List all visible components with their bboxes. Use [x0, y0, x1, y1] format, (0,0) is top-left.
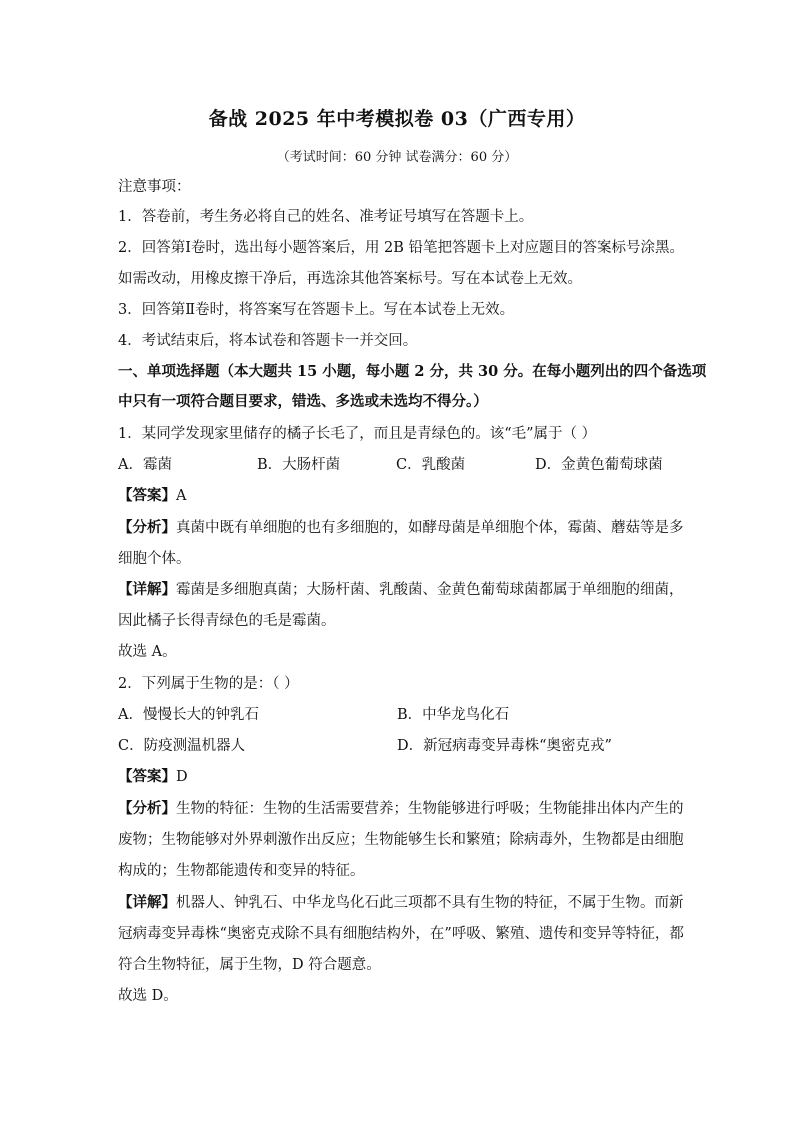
section-heading — [118, 362, 706, 382]
question-1-option-b: B．大肠杆菌 — [257, 457, 341, 473]
question-1-detail-cont: 因此橘子长得青绿色的毛是霉菌。 — [118, 613, 336, 629]
section-heading-lead: 一、单项选择题 — [118, 363, 220, 380]
answer-value: A — [176, 488, 187, 504]
question-2-detail-cont: 符合生物特征，属于生物，D 符合题意。 — [118, 957, 381, 973]
question-1-option-d: D．金黄色葡萄球菌 — [535, 457, 663, 473]
question-2-answer — [118, 767, 188, 787]
section-heading-rest: （本大题共 15 小题，每小题 2 分，共 30 分。在每小题列出的四个备选项 — [219, 363, 707, 380]
note-item: 2．回答第Ⅰ卷时，选出每小题答案后，用 2B 铅笔把答题卡上对应题目的答案标号涂黑。 — [118, 240, 685, 256]
question-2-analysis-cont: 废物；生物能够对外界刺激作出反应；生物能够生长和繁殖；除病毒外，生物都是由细胞 — [118, 832, 684, 848]
detail-text: 机器人、钟乳石、中华龙鸟化石此三项都不具有生物的特征，不属于生物。而新 — [176, 895, 684, 911]
answer-value: D — [176, 769, 188, 785]
page-title: 备战 2025 年中考模拟卷 03（广西专用） — [208, 108, 586, 130]
answer-tag: 【答案】 — [118, 487, 176, 504]
detail-tag: 【详解】 — [118, 581, 176, 598]
notes-heading: 注意事项： — [118, 179, 191, 195]
question-2-option-c: C．防疫测温机器人 — [118, 738, 246, 754]
question-1-analysis — [118, 518, 684, 538]
question-1-detail — [118, 580, 684, 600]
question-2-option-b: B．中华龙鸟化石 — [397, 707, 510, 723]
note-item: 3．回答第Ⅱ卷时，将答案写在答题卡上。写在本试卷上无效。 — [118, 302, 515, 318]
question-2-detail-cont: 冠病毒变异毒株“奥密克戎除不具有细胞结构外，在”呼吸、繁殖、遗传和变异等特征，都 — [118, 926, 684, 942]
note-item: 1．答卷前，考生务必将自己的姓名、准考证号填写在答题卡上。 — [118, 209, 534, 225]
question-1-option-a: A．霉菌 — [118, 457, 172, 473]
question-1-conclusion: 故选 A。 — [118, 644, 177, 660]
question-1-answer — [118, 486, 186, 506]
question-2-analysis — [118, 799, 684, 819]
question-2-conclusion: 故选 D。 — [118, 988, 178, 1004]
detail-tag: 【详解】 — [118, 894, 176, 911]
question-1-analysis-cont: 细胞个体。 — [118, 551, 191, 567]
section-instructions: 中只有一项符合题目要求，错选、多选或未选均不得分。） — [118, 393, 488, 410]
question-2-stem: 2．下列属于生物的是：（ ） — [118, 676, 299, 692]
question-2-option-d: D．新冠病毒变异毒株“奥密克戎” — [397, 738, 612, 754]
analysis-tag: 【分析】 — [118, 800, 176, 817]
question-1-stem: 1．某同学发现家里储存的橘子长毛了，而且是青绿色的。该“毛”属于（ ） — [118, 426, 597, 442]
exam-info: （考试时间：60 分钟 试卷满分：60 分） — [276, 150, 518, 165]
question-2-analysis-cont: 构成的；生物都能遗传和变异的特征。 — [118, 863, 365, 879]
note-item: 如需改动，用橡皮擦干净后，再选涂其他答案标号。写在本试卷上无效。 — [118, 271, 582, 287]
question-2-option-a: A．慢慢长大的钟乳石 — [118, 707, 259, 723]
note-item: 4．考试结束后，将本试卷和答题卡一并交回。 — [118, 333, 418, 349]
analysis-tag: 【分析】 — [118, 519, 176, 536]
analysis-text: 真菌中既有单细胞的也有多细胞的，如酵母菌是单细胞个体，霉菌、蘑菇等是多 — [176, 520, 684, 536]
question-2-detail — [118, 893, 684, 913]
analysis-text: 生物的特征：生物的生活需要营养；生物能够进行呼吸；生物能排出体内产生的 — [176, 801, 684, 817]
detail-text: 霉菌是多细胞真菌；大肠杆菌、乳酸菌、金黄色葡萄球菌都属于单细胞的细菌， — [176, 582, 684, 598]
answer-tag: 【答案】 — [118, 768, 176, 785]
question-1-option-c: C．乳酸菌 — [396, 457, 466, 473]
